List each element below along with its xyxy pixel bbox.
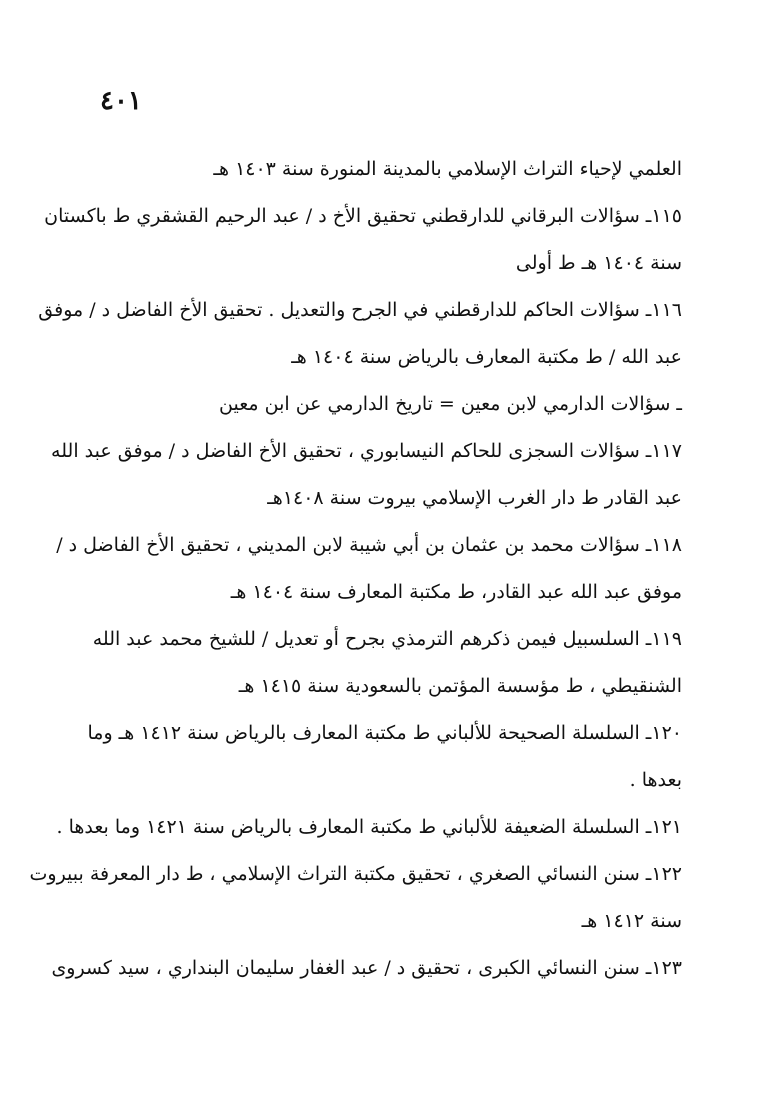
text-line: العلمي لإحياء التراث الإسلامي بالمدينة المنورة سنة ١٤٠٣ هـ bbox=[213, 158, 682, 180]
text-line: ١١٥ـ سؤالات البرقاني للدارقطني تحقيق الأخ د / عبد الرحيم القشقري ط باكستان bbox=[44, 205, 682, 227]
bibliography-text bbox=[29, 146, 682, 992]
text-line: موفق عبد الله عبد القادر، ط مكتبة المعارف سنة ١٤٠٤ هـ bbox=[230, 581, 682, 603]
text-line: عبد القادر ط دار الغرب الإسلامي بيروت سنة ١٤٠٨هـ bbox=[267, 487, 682, 509]
text-line: عبد الله / ط مكتبة المعارف بالرياض سنة ١٤٠٤ هـ bbox=[291, 346, 682, 368]
text-line: ١٢١ـ السلسلة الضعيفة للألباني ط مكتبة المعارف بالرياض سنة ١٤٢١ وما بعدها . bbox=[56, 816, 682, 838]
text-line: ١٢٢ـ سنن النسائي الصغري ، تحقيق مكتبة التراث الإسلامي ، ط دار المعرفة ببيروت bbox=[29, 863, 682, 885]
text-line: ١١٩ـ السلسبيل فيمن ذكرهم الترمذي بجرح أو تعديل / للشيخ محمد عبد الله bbox=[92, 628, 682, 650]
text-line: ـ سؤالات الدارمي لابن معين = تاريخ الدارمي عن ابن معين bbox=[219, 393, 682, 415]
text-line: ١١٨ـ سؤالات محمد بن عثمان بن أبي شيبة لابن المديني ، تحقيق الأخ الفاضل د / bbox=[56, 534, 682, 556]
text-line: ١١٧ـ سؤالات السجزى للحاكم النيسابوري ، تحقيق الأخ الفاضل د / موفق عبد الله bbox=[51, 440, 682, 462]
text-line: سنة ١٤٠٤ هـ ط أولى bbox=[515, 252, 682, 274]
text-line: بعدها . bbox=[629, 769, 682, 791]
text-line: ١٢٣ـ سنن النسائي الكبرى ، تحقيق د / عبد الغفار سليمان البنداري ، سيد كسروى bbox=[51, 957, 682, 979]
text-line: سنة ١٤١٢ هـ bbox=[581, 910, 682, 932]
text-line: ١١٦ـ سؤالات الحاكم للدارقطني في الجرح والتعديل . تحقيق الأخ الفاضل د / موفق bbox=[38, 299, 682, 321]
text-line: ١٢٠ـ السلسلة الصحيحة للألباني ط مكتبة المعارف بالرياض سنة ١٤١٢ هـ وما bbox=[87, 722, 682, 744]
text-line: الشنقيطي ، ط مؤسسة المؤتمن بالسعودية سنة ١٤١٥ هـ bbox=[238, 675, 682, 697]
page-number: ٤٠١ bbox=[100, 86, 142, 116]
